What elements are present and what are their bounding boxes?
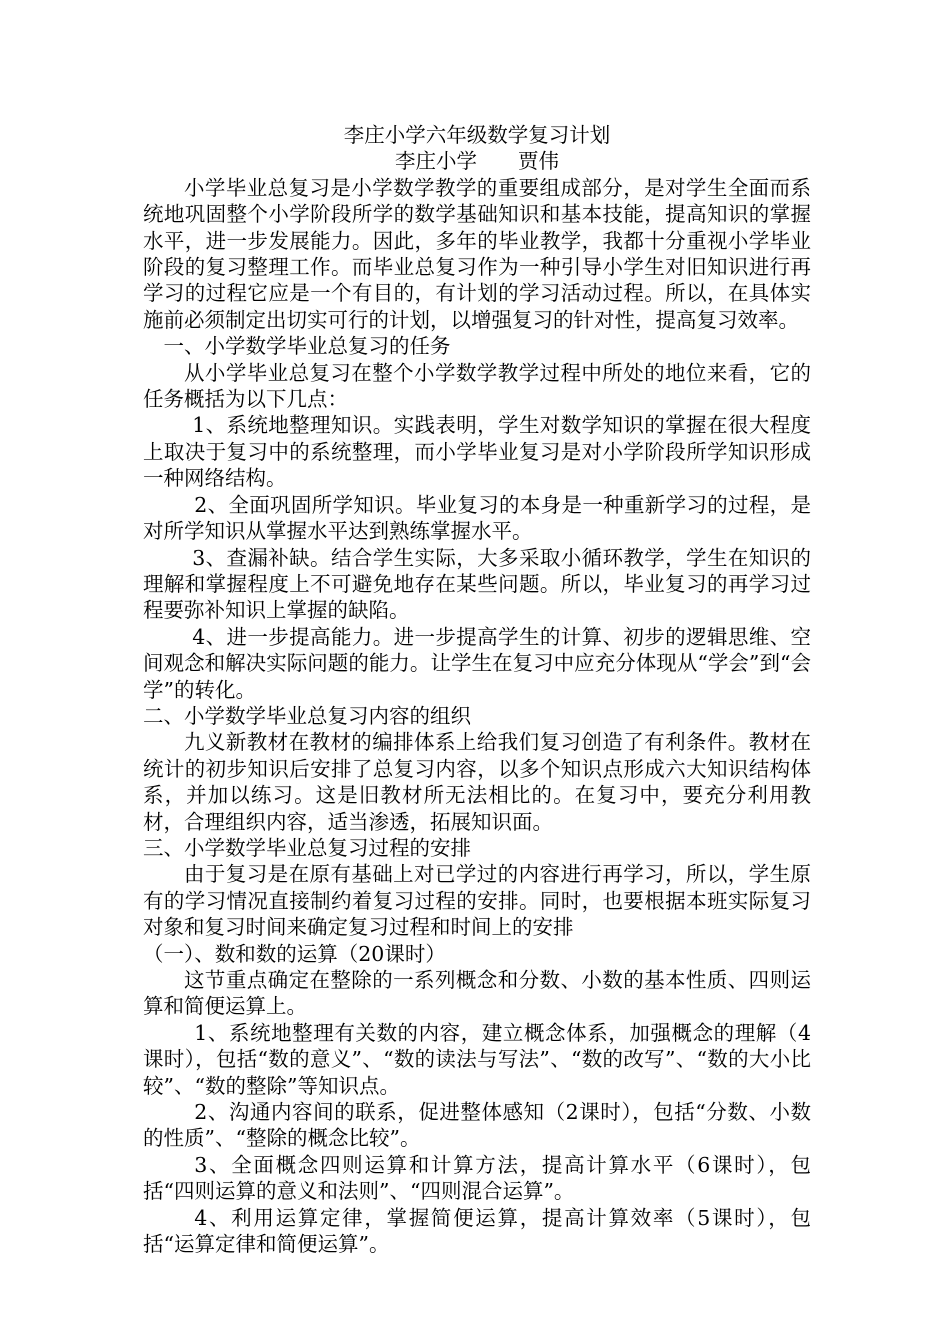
- subsection-heading-1: （一）、数和数的运算（20课时）: [143, 941, 446, 966]
- section-heading-1: 一、小学数学毕业总复习的任务: [163, 334, 451, 359]
- section-2-paragraph: 九义新教材在教材的编排体系上给我们复习创造了有利条件。教材在统计的初步知识后安排了总复习内容，以多个知识点形成六大知识结构体系，并加以练习。这是旧教材所无法相比的。在复习中，要充分利用教材，合理组织内容，适当渗透，拓展知识面。: [143, 730, 811, 834]
- subsection-item-4: 4、利用运算定律，掌握简便运算，提高计算效率（5课时），包括“运算定律和简便运算”。: [143, 1205, 811, 1257]
- section-1-paragraph: 从小学毕业总复习在整个小学数学教学过程中所处的地位来看，它的任务概括为以下几点：: [143, 360, 811, 412]
- section-3-paragraph: 由于复习是在原有基础上对已学过的内容进行再学习，所以，学生原有的学习情况直接制约着复习过程的安排。同时，也要根据本班实际复习对象和复习时间来确定复习过程和时间上的安排: [143, 862, 811, 940]
- task-item-2: 2、全面巩固所学知识。毕业复习的本身是一种重新学习的过程，是对所学知识从掌握水平达到熟练掌握水平。: [143, 492, 811, 544]
- subsection-item-1: 1、系统地整理有关数的内容，建立概念体系，加强概念的理解（4课时），包括“数的意义”、“数的读法与写法”、“数的改写”、“数的大小比较”、“数的整除”等知识点。: [143, 1020, 811, 1098]
- document-page: [143, 122, 811, 1257]
- document-title: 李庄小学六年级数学复习计划: [343, 123, 611, 147]
- section-heading-2: 二、小学数学毕业总复习内容的组织: [143, 703, 471, 728]
- subsection-item-3: 3、全面概念四则运算和计算方法，提高计算水平（6课时），包括“四则运算的意义和法则”、“四则混合运算”。: [143, 1152, 811, 1204]
- subsection-item-2: 2、沟通内容间的联系，促进整体感知（2课时），包括“分数、小数的性质”、“整除的概念比较”。: [143, 1100, 811, 1151]
- section-heading-3: 三、小学数学毕业总复习过程的安排: [143, 835, 471, 860]
- task-item-4: 4、进一步提高能力。进一步提高学生的计算、初步的逻辑思维、空间观念和解决实际问题的能力。让学生在复习中应充分体现从“学会”到“会学”的转化。: [143, 624, 811, 702]
- subsection-1-paragraph: 这节重点确定在整除的一系列概念和分数、小数的基本性质、四则运算和简便运算上。: [143, 968, 811, 1019]
- task-item-3: 3、查漏补缺。结合学生实际，大多采取小循环教学，学生在知识的理解和掌握程度上不可避免地存在某些问题。所以，毕业复习的再学习过程要弥补知识上掌握的缺陷。: [143, 545, 811, 623]
- task-item-1: 1、系统地整理知识。实践表明，学生对数学知识的掌握在很大程度上取决于复习中的系统整理，而小学毕业复习是对小学阶段所学知识形成一种网络结构。: [143, 413, 811, 491]
- author-line: 李庄小学 贾伟: [395, 149, 559, 174]
- intro-paragraph: 小学毕业总复习是小学数学教学的重要组成部分，是对学生全面而系统地巩固整个小学阶段所学的数学基础知识和基本技能，提高知识的掌握水平，进一步发展能力。因此，多年的毕业教学，我都十分重视小学毕业阶段的复习整理工作。而毕业总复习作为一种引导小学生对旧知识进行再学习的过程它应是一个有目的，有计划的学习活动过程。所以，在具体实施前必须制定出切实可行的计划，以增强复习的针对性，提高复习效率。: [143, 175, 811, 332]
